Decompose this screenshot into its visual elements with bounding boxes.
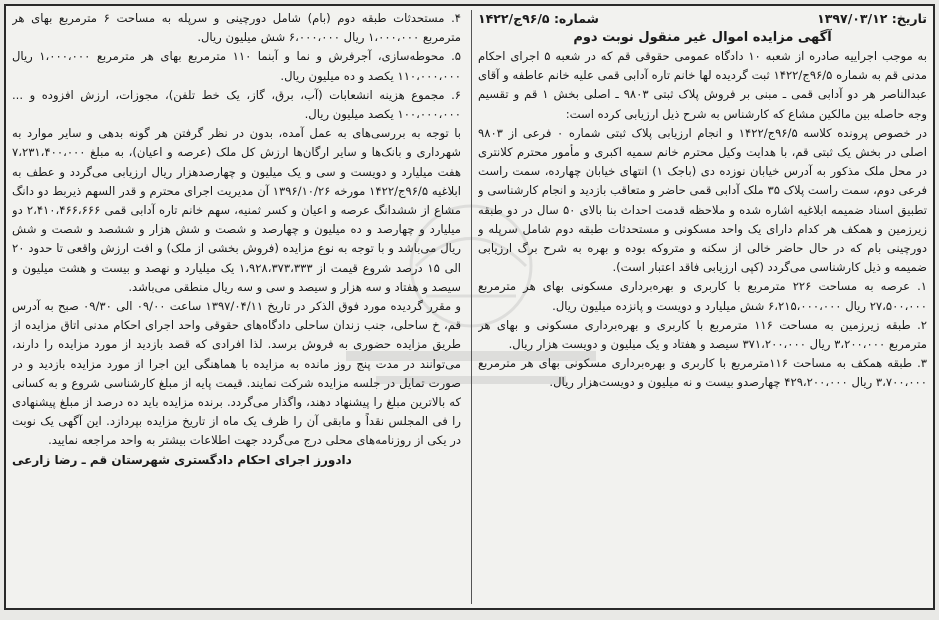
notice-valuation-summary: با توجه به بررسی‌های به عمل آمده، بدون در نظر گرفتن هر گونه بدهی و سایر موارد به شهرداری و بانک‌ها و سایر ارگان‌ها ارزش کل ملک (عرصه و اعیان)، به مبلغ ۷،۲۳۱،۴۰۰،۰۰۰ هفت میلیارد و دویست و سی و یک میلیون و چهارصدهزار ریال ارزیابی می‌گردد و عطف به ابلاغیه ۹۶/۵ج/۱۴۲۲ مورخه ۱۳۹۶/۱۰/۲۶ آن مدیریت اجرای محترم و قدر السهم ذیربط دو دانگ مشاع از ششدانگ عرصه و اعیان و کسر ثمنیه، سهم خانم تاره آدابی قمی ۲،۴۱۰،۴۶۶،۶۶۶ دو میلیارد و چهارصد و ده میلیون و چهارصد و شصت و شش هزار و ششصد و شصت و شش ریال می‌باشد و با توجه به نوع مزایده (فروش بخشی از ملک) و افت ارزش واقعی تا حدود ۲۰ الی ۱۵ درصد شروع قیمت از ۱،۹۲۸،۳۷۳،۳۳۳ یک میلیارد و نهصد و بیست و هشت میلیون و سیصد و هفتاد و سه هزار و سیصد و سی و سه ریال منطقی می‌باشد.	[12, 126, 461, 294]
notice-assessment: در خصوص پرونده کلاسه ۹۶/۵ج/۱۴۲۲ و انجام ارزیابی پلاک ثبتی شماره ۰ فرعی از ۹۸۰۳ اصلی در بخش یک ثبتی قم، با هدایت وکیل محترم خانم سمیه اکبری و مأمور محترم کلانتری در محل ملک مذکور به آدرس خیابان نوزده دی (باجک ۱) انتهای خیابان چهارده، سمت راست فرعی دوم، سمت راست پلاک ۳۵ ملک آدابی قمی حاضر و متعاقب بازدید و انجام کارشناسی و تطبیق اسناد ضمیمه ابلاغیه اشاره شده و ملاحظه قدمت احداث بنا بالای ۵۰ سال در دو طبقه زیرزمین و همکف هر کدام دارای یک واحد مسکونی و مستحدثات طبقه دوم شامل سرپله و دورچینی بام که در حال حاضر خالی از سکنه و متروکه بوده و بهره به شرح برگ ارزیابی ضمیمه و ذیل کارشناسی می‌گردد (کپی ارزیابی فاقد اعتبار است).	[478, 125, 927, 275]
notice-right-column	[478, 9, 927, 605]
date-label: تاریخ:	[891, 11, 927, 26]
notice-number	[478, 9, 599, 28]
notice-intro: به موجب اجراییه صادره از شعبه ۱۰ دادگاه عمومی حقوقی قم که در شعبه ۵ اجرای احکام مدنی قم به شماره ۹۶/۵ج/۱۴۲۲ ثبت گردیده لها خانم تاره آدابی قمی علیه خانم عاطفه و آقای عبدالناصر هر دو آدابی قمی ـ مبنی بر فروش پلاک ثبتی ۹۸۰۳ ـ اصلی بخش ۱ قم و تقسیم وجه حاصله بین مالکین مشاع که کارشناس به شرح ذیل ارزیابی کرده است:	[478, 49, 927, 121]
notice-signature: دادورز اجرای احکام دادگستری شهرستان قم ـ رضا زارعی	[12, 452, 352, 467]
valuation-item: ۱. عرصه به مساحت ۲۲۶ مترمربع با کاربری و بهره‌برداری مسکونی بهای هر مترمربع ۲۷،۵۰۰،۰۰۰ ریال ۶،۲۱۵،۰۰۰،۰۰۰ شش میلیارد و دویست و پانزده میلیون ریال.	[478, 279, 927, 313]
notice-page	[4, 4, 935, 610]
date-value: ۱۳۹۷/۰۳/۱۲	[817, 11, 888, 26]
valuation-item: ۲. طبقه زیرزمین به مساحت ۱۱۶ مترمربع با کاربری و بهره‌برداری مسکونی و بهای هر مترمربع ۳،۲۰۰،۰۰۰ ریال ۳۷۱،۲۰۰،۰۰۰ سیصد و هفتاد و یک میلیون و دویست هزار ریال.	[478, 317, 927, 352]
number-value: ۹۶/۵ج/۱۴۲۲	[478, 11, 550, 26]
notice-left-column	[12, 9, 461, 605]
valuation-item: ۵. محوطه‌سازی، آجرفرش و نما و آبنما ۱۱۰ مترمربع بهای هر مترمربع ۱،۰۰۰،۰۰۰ ریال ۱۱۰،۰۰۰،۰۰۰ یکصد و ده میلیون ریال.	[12, 49, 461, 83]
notice-date	[817, 9, 927, 28]
notice-auction-terms: و مقرر گردیده مورد فوق الذکر در تاریخ ۱۳۹۷/۰۴/۱۱ ساعت ۰۹/۰۰ الی ۰۹/۳۰ صبح به آدرس قم، خ ساحلی، جنب زندان ساحلی دادگاه‌های حقوقی واحد اجرای احکام مدنی اتاق مزایده از طریق مزایده حضوری به فروش برسد. لذا افرادی که قصد بازدید از مورد مزایده را دارند، می‌توانند در مدت پنج روز مانده به مزایده با هماهنگی این اجرا از مورد مزایده بازدید و در صورت تمایل در جلسه مزایده شرکت نمایند. قیمت پایه از مبلغ کارشناسی شروع و به کسانی که بالاترین مبلغ را پیشنهاد دهند، واگذار می‌گردد. برنده مزایده باید ده درصد از مبلغ پیشنهادی را فی المجلس نقداً و مابقی آن را ظرف یک ماه از تاریخ مزایده بپردازد. این آگهی یک نوبت در یکی از روزنامه‌های محلی درج می‌گردد جهت اطلاعات بیشتر به واحد مراجعه نمایید.	[12, 299, 461, 448]
number-label: شماره:	[553, 11, 599, 26]
valuation-item: ۶. مجموع هزینه انشعابات (آب، برق، گاز، یک خط تلفن)، مجوزات، ارزش افزوده و ... ۱۰۰،۰۰۰،۰۰۰ یکصد میلیون ریال.	[12, 87, 461, 122]
notice-title: آگهی مزایده اموال غیر منقول نوبت دوم	[573, 30, 832, 45]
valuation-item: ۳. طبقه همکف به مساحت ۱۱۶مترمربع با کاربری و بهره‌برداری مسکونی بهای هر مترمربع ۳،۷۰۰،۰۰۰ ریال ۴۲۹،۲۰۰،۰۰۰ چهارصدو بیست و نه میلیون و دویست‌هزار ریال.	[478, 356, 927, 390]
valuation-item: ۴. مستحدثات طبقه دوم (بام) شامل دورچینی و سرپله به مساحت ۶ مترمربع بهای هر مترمربع ۱،۰۰۰،۰۰۰ ریال ۶،۰۰۰،۰۰۰ شش میلیون ریال.	[12, 11, 461, 45]
column-divider	[471, 10, 472, 604]
notice-header	[478, 9, 927, 28]
